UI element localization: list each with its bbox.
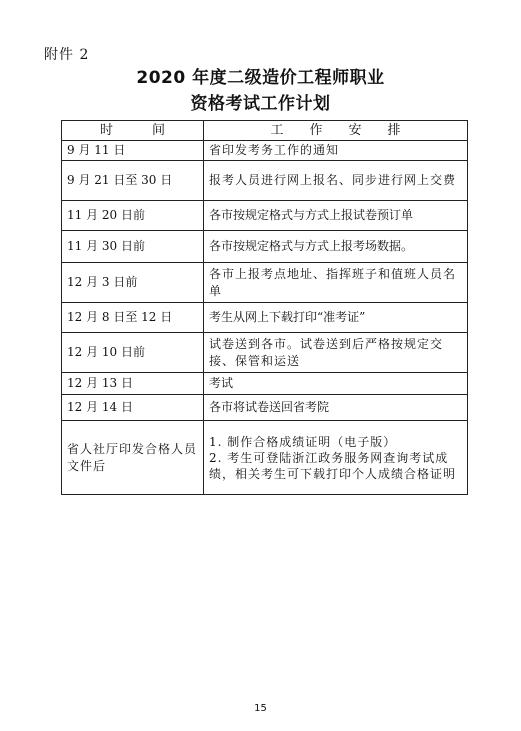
row-task: 省印发考务工作的通知	[204, 141, 468, 161]
exam-schedule-table	[61, 120, 468, 495]
row-time: 11 月 20 日前	[62, 201, 204, 231]
table-row	[62, 303, 468, 333]
attachment-label: 附件 2	[44, 47, 90, 63]
table-row	[62, 161, 468, 201]
row-task: 各市上报考点地址、指挥班子和值班人员名单	[204, 263, 468, 303]
row-time: 12 月 3 日前	[62, 263, 204, 303]
row-time: 9 月 21 日至 30 日	[62, 161, 204, 201]
row-task: 试卷送到各市。试卷送到后严格按规定交接、保管和运送	[204, 333, 468, 373]
row-time: 省人社厅印发合格人员文件后	[62, 421, 204, 495]
table-row	[62, 421, 468, 495]
row-time: 12 月 14 日	[62, 395, 204, 421]
row-time: 9 月 11 日	[62, 141, 204, 161]
table-row	[62, 395, 468, 421]
task-line-2: 2. 考生可登陆浙江政务服务网查询考试成绩，相关考生可下载打印个人成绩合格证明	[209, 450, 457, 481]
row-time: 11 月 30 日前	[62, 231, 204, 263]
row-task: 各市按规定格式与方式上报考场数据。	[204, 231, 468, 263]
row-task: 各市按规定格式与方式上报试卷预订单	[204, 201, 468, 231]
table-row	[62, 231, 468, 263]
row-time: 12 月 10 日前	[62, 333, 204, 373]
table-row	[62, 263, 468, 303]
page-number: 15	[254, 703, 267, 714]
table-row	[62, 333, 468, 373]
table-header-row	[62, 121, 468, 141]
table-row	[62, 201, 468, 231]
task-line-1: 1. 制作合格成绩证明（电子版）	[209, 434, 397, 449]
header-time: 时 间	[62, 121, 204, 141]
table-row	[62, 141, 468, 161]
document-title-line-1: 2020 年度二级造价工程师职业	[136, 68, 385, 88]
row-task	[204, 421, 468, 495]
row-task: 考生从网上下载打印“准考证”	[204, 303, 468, 333]
row-time: 12 月 13 日	[62, 373, 204, 395]
row-task: 考试	[204, 373, 468, 395]
row-task: 各市将试卷送回省考院	[204, 395, 468, 421]
row-task: 报考人员进行网上报名、同步进行网上交费	[204, 161, 468, 201]
row-time: 12 月 8 日至 12 日	[62, 303, 204, 333]
document-title-line-2: 资格考试工作计划	[190, 94, 331, 114]
header-task: 工 作 安 排	[204, 121, 468, 141]
table-row	[62, 373, 468, 395]
